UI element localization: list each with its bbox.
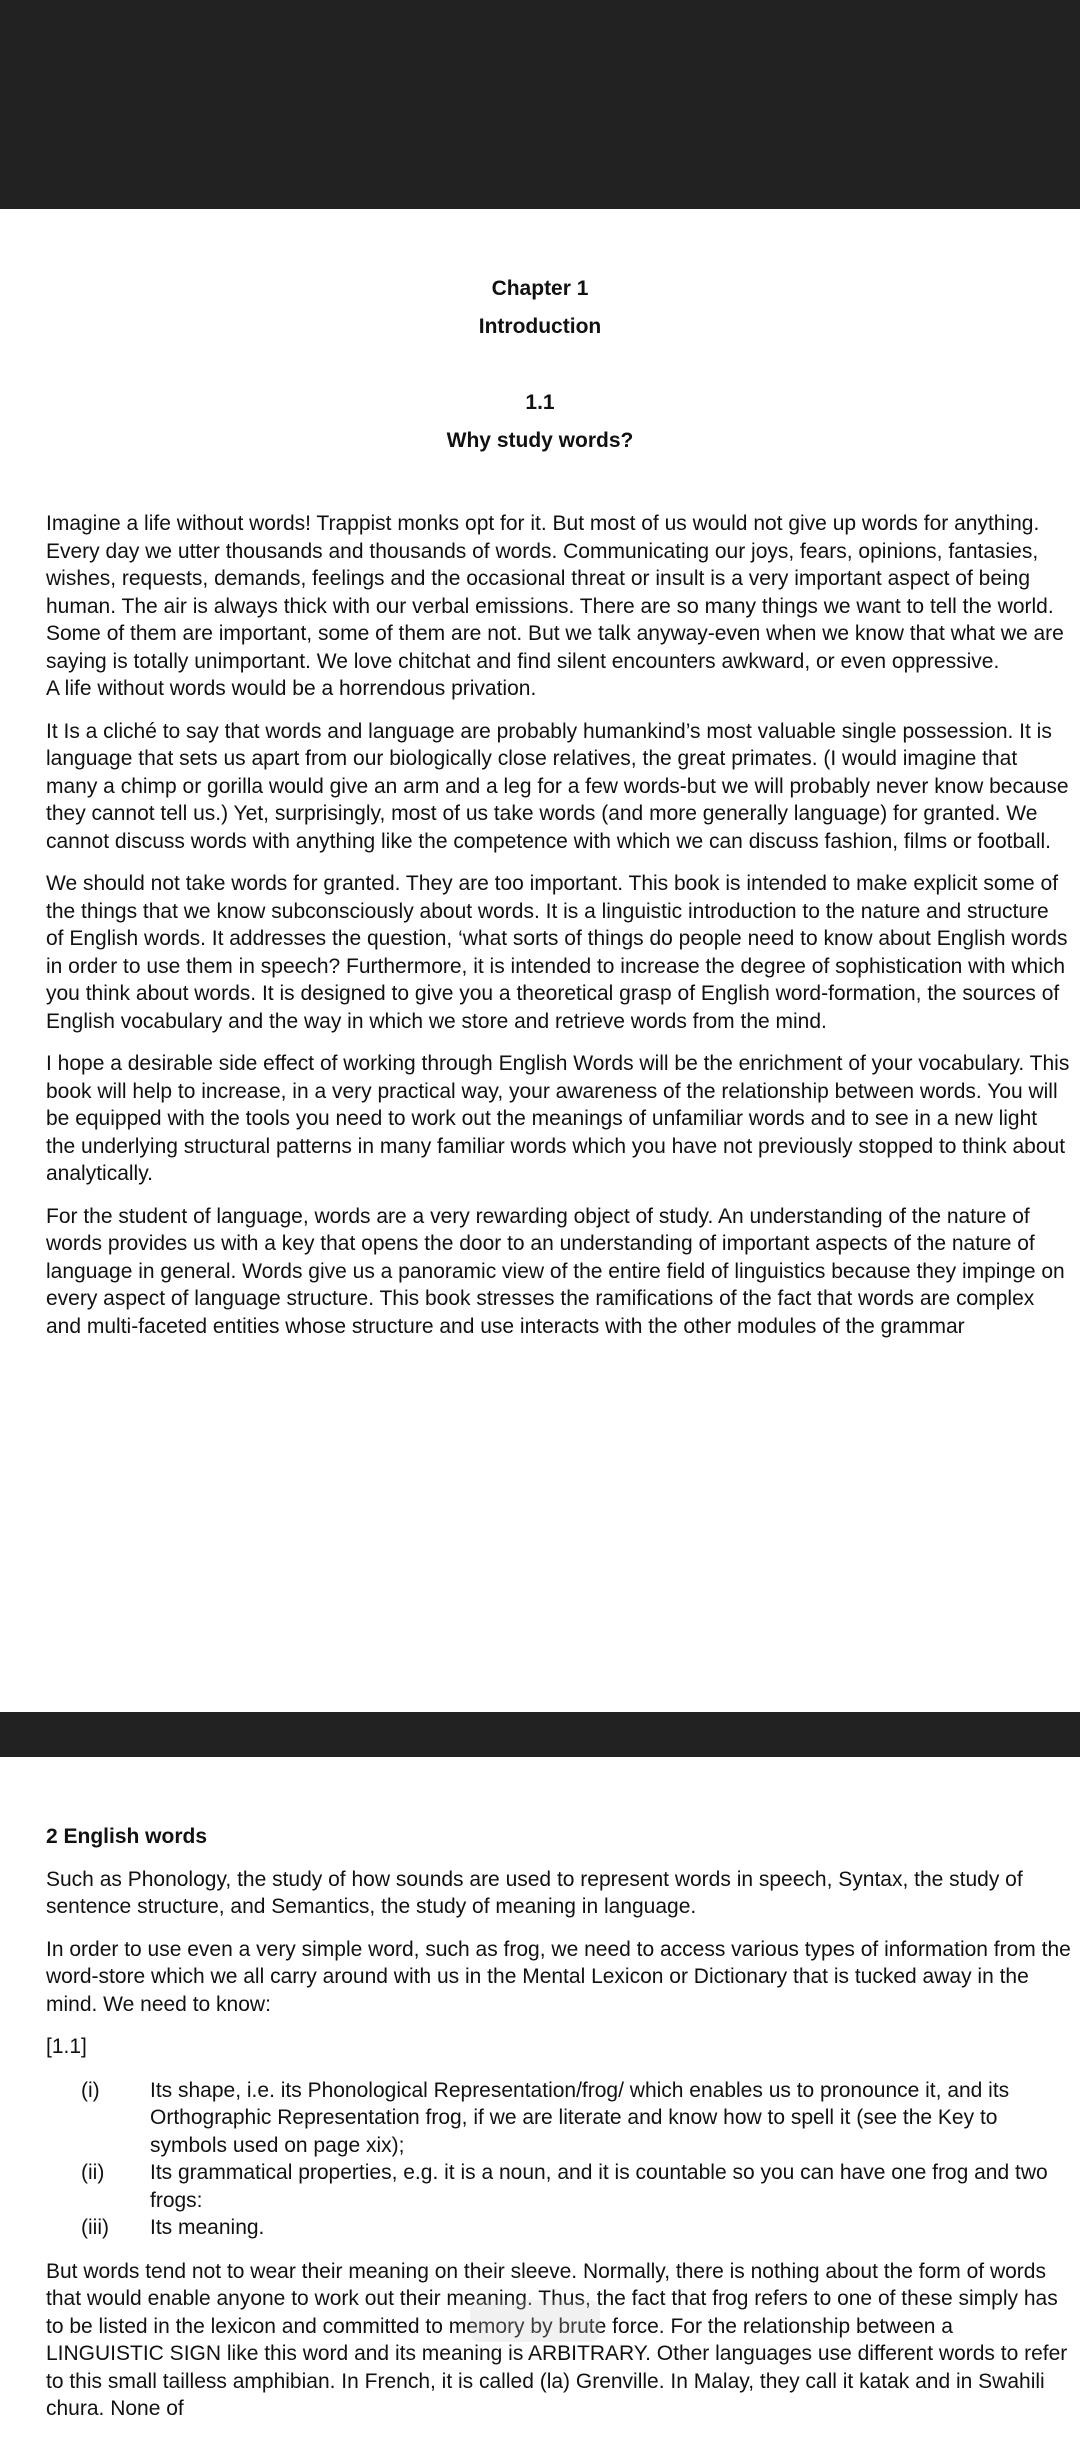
paragraph: We should not take words for granted. They are too important. This book is intended to make explicit some of the things that we know subconsciously about words. It is a linguistic introduction to the nature and structure of English words. It addresses the question, ‘what sorts of things do people need to know about English words in order to use them in speech? Furthermore, it is intended to increase the degree of sophistication with which you think about words. It is designed to give you a theoretical grasp of English word-formation, the sources of English vocabulary and the way in which we store and retrieve words from the mind. xyxy=(46,872,1068,1033)
document-page-1 xyxy=(0,209,1080,1712)
list-item-number: (ii) xyxy=(81,2161,105,2184)
chapter-title: Introduction xyxy=(478,315,602,338)
paragraph: Imagine a life without words! Trappist monks opt for it. But most of us would not give up words for anything. Every day we utter thousands and thousands of words. Communicating our joys, fears, opinions, fantasies, wishes, requests, demands, feelings and the occasional threat or insult is a very important aspect of being human. The air is always thick with our verbal emissions. There are so many things we want to tell the world. Some of them are important, some of them are not. But we talk anyway-even when we know that what we are saying is totally unimportant. We love chitchat and find silent encounters awkward, or even oppressive. xyxy=(46,512,1064,673)
list-item-number: (i) xyxy=(81,2078,100,2102)
watermark-logo xyxy=(470,2300,600,2342)
list-item-number: (iii) xyxy=(81,2216,109,2239)
paragraph: It Is a cliché to say that words and language are probably humankind’s most valuable single possession. It is language that sets us apart from our biologically close relatives, the great primates. (I would imagine that many a chimp or gorilla would give an arm and a leg for a few words-but we will probably never know because they cannot tell us.) Yet, surprisingly, most of us take words (and more generally language) for granted. We cannot discuss words with anything like the competence with which we can discuss fashion, films or football. xyxy=(46,719,1069,853)
chapter-heading xyxy=(0,277,1080,453)
paragraph: A life without words would be a horrendous privation. xyxy=(46,677,537,700)
example-label: [1.1] xyxy=(46,2035,87,2058)
list-item xyxy=(46,2159,1072,2214)
viewer-top-bar xyxy=(0,0,1080,209)
paragraph: In order to use even a very simple word, such as frog, we need to access various types of information from the word-store which we all carry around with us in the Mental Lexicon or Dictionary that is tucked away in the mind. We need to know: xyxy=(46,1937,1071,2016)
paragraph: I hope a desirable side effect of working through English Words will be the enrichment of your vocabulary. This book will help to increase, in a very practical way, your awareness of the relationship between words. You will be equipped with the tools you need to work out the meanings of unfamiliar words and to see in a new light the underlying structural patterns in many familiar words which you have not previously stopped to think about analytically. xyxy=(46,1052,1070,1185)
paragraph: Such as Phonology, the study of how sounds are used to represent words in speech, Syntax, the study of sentence structure, and Semantics, the study of meaning in language. xyxy=(46,1867,1023,1918)
list-item-text: Its shape, i.e. its Phonological Representation/frog/ which enables us to pronounce it, and its Orthographic Representation frog, if we are literate and know how to spell it (see the Key to symbols used on page xix); xyxy=(150,2078,1010,2157)
page1-body xyxy=(46,510,1072,1355)
numbered-list xyxy=(46,2077,1072,2242)
list-item xyxy=(46,2077,1072,2160)
running-head: 2 English words xyxy=(46,1825,208,1848)
section-title: Why study words? xyxy=(446,429,634,452)
paragraph: For the student of language, words are a very rewarding object of study. An understanding of the nature of words provides us with a key that opens the door to an understanding of important aspects of the nature of language in general. Words give us a panoramic view of the entire field of linguistics because they impinge on every aspect of language structure. This book stresses the ramifications of the fact that words are complex and multi-faceted entities whose structure and use interacts with the other modules of the grammar xyxy=(46,1204,1065,1338)
section-number: 1.1 xyxy=(525,391,555,414)
list-item-text: Its meaning. xyxy=(150,2216,265,2239)
list-item-text: Its grammatical properties, e.g. it is a noun, and it is countable so you can have one frog and two frogs: xyxy=(150,2161,1048,2212)
paragraph: But words tend not to wear their meaning on their sleeve. Normally, there is nothing about the form of words that would enable anyone to work out their meaning. Thus, the fact that frog refers to one of these simply has to be listed in the lexicon and committed to memory by brute force. For the relationship between a LINGUISTIC SIGN like this word and its meaning is ARBITRARY. Other languages use different words to refer to this small tailless amphibian. In French, it is called (la) Grenville. In Malay, they call it katak and in Swahili chura. None of xyxy=(46,2259,1068,2420)
list-item xyxy=(46,2214,1072,2242)
page-separator xyxy=(0,1712,1080,1757)
chapter-number: Chapter 1 xyxy=(491,277,589,300)
page2-body xyxy=(46,1823,1072,2438)
